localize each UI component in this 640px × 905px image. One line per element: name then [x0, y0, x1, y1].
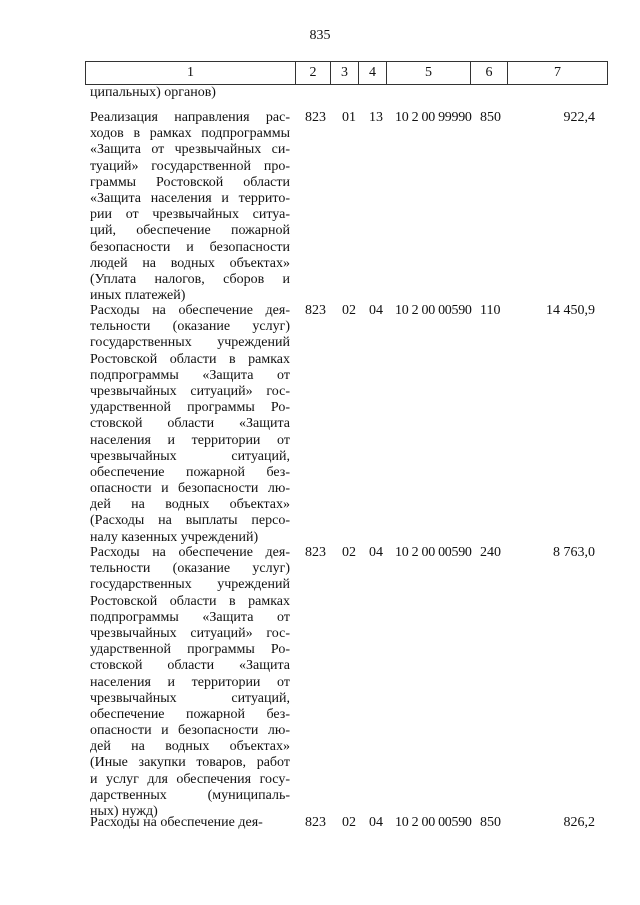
column-header-2: 2: [296, 62, 331, 85]
description-line: налу казенных учреждений): [90, 529, 259, 545]
description-line: иных платежей): [90, 288, 186, 304]
description-line: и услуг для обеспечения госу-: [90, 771, 290, 787]
target-article-code: 10 2 00 00590: [395, 545, 472, 560]
description-line: людей на водных объектах»: [90, 255, 290, 271]
description-line: опасности и безопасности лю-: [90, 481, 290, 497]
ministry-code: 823: [305, 815, 326, 830]
ministry-code: 823: [305, 110, 326, 125]
description-line: государственных учреждений: [90, 335, 290, 351]
description-line: опасности и безопасности лю-: [90, 723, 290, 739]
description-line: Расходы на обеспечение дея-: [90, 815, 263, 830]
description-line: ударственной программы Ро-: [90, 400, 290, 416]
target-article-code: 10 2 00 00590: [395, 303, 472, 318]
section-code: 02: [342, 815, 356, 830]
description-line: ходов в рамках подпрограммы: [90, 126, 290, 142]
column-header-7: 7: [508, 62, 608, 85]
expense-type-code: 850: [480, 110, 501, 125]
column-header-6: 6: [471, 62, 508, 85]
description-line: подпрограммы «Защита от: [90, 609, 290, 625]
description-line: населения и территории от: [90, 674, 290, 690]
amount-value: 922,4: [563, 110, 595, 125]
description-line: дей на водных объектах»: [90, 497, 290, 513]
amount-value: 8 763,0: [553, 545, 595, 560]
continuation-text: ципальных) органов): [90, 85, 216, 100]
description-line: (Расходы на выплаты персо-: [90, 513, 290, 529]
description-line: обеспечение пожарной без-: [90, 464, 290, 480]
description-line: тельности (оказание услуг): [90, 561, 290, 577]
target-article-code: 10 2 00 00590: [395, 815, 472, 830]
section-code: 01: [342, 110, 356, 125]
description-line: стовской области «Защита: [90, 416, 290, 432]
description-line: чрезвычайных ситуаций,: [90, 690, 290, 706]
subsection-code: 13: [369, 110, 383, 125]
subsection-code: 04: [369, 303, 383, 318]
ministry-code: 823: [305, 545, 326, 560]
description-line: подпрограммы «Защита от: [90, 367, 290, 383]
row-description: [90, 545, 290, 820]
description-line: населения и территории от: [90, 432, 290, 448]
description-line: (Уплата налогов, сборов и: [90, 271, 290, 287]
page-number: 835: [309, 28, 331, 43]
description-line: чрезвычайных ситуаций,: [90, 448, 290, 464]
amount-value: 826,2: [563, 815, 595, 830]
amount-value: 14 450,9: [546, 303, 595, 318]
description-line: граммы Ростовской области: [90, 174, 290, 190]
description-line: чрезвычайных ситуаций» гос-: [90, 625, 290, 641]
subsection-code: 04: [369, 815, 383, 830]
description-line: чрезвычайных ситуаций» гос-: [90, 383, 290, 399]
description-line: государственных учреждений: [90, 577, 290, 593]
description-line: (Иные закупки товаров, работ: [90, 755, 290, 771]
column-header-table: [85, 61, 608, 85]
column-header-1: 1: [86, 62, 296, 85]
row-description: [90, 815, 290, 831]
description-line: Реализация направления рас-: [90, 110, 290, 125]
row-description: [90, 110, 290, 304]
column-header-5: 5: [387, 62, 471, 85]
description-line: Расходы на обеспечение дея-: [90, 303, 290, 318]
subsection-code: 04: [369, 545, 383, 560]
column-header-4: 4: [359, 62, 387, 85]
section-code: 02: [342, 303, 356, 318]
description-line: стовской области «Защита: [90, 658, 290, 674]
description-line: туаций» государственной про-: [90, 158, 290, 174]
description-line: дей на водных объектах»: [90, 739, 290, 755]
description-line: Ростовской области в рамках: [90, 593, 290, 609]
description-line: ций, обеспечение пожарной: [90, 223, 290, 239]
description-line: обеспечение пожарной без-: [90, 706, 290, 722]
description-line: ударственной программы Ро-: [90, 642, 290, 658]
description-line: Ростовской области в рамках: [90, 351, 290, 367]
description-line: «Защита от чрезвычайных си-: [90, 142, 290, 158]
description-line: ных) нужд): [90, 804, 158, 819]
description-line: дарственных (муниципаль-: [90, 787, 290, 803]
expense-type-code: 850: [480, 815, 501, 830]
column-header-3: 3: [331, 62, 359, 85]
description-line: Расходы на обеспечение дея-: [90, 545, 290, 560]
expense-type-code: 110: [480, 303, 501, 318]
row-description: [90, 303, 290, 546]
description-line: безопасности и безопасности: [90, 239, 290, 255]
column-header-row: [86, 62, 608, 85]
expense-type-code: 240: [480, 545, 501, 560]
target-article-code: 10 2 00 99990: [395, 110, 472, 125]
section-code: 02: [342, 545, 356, 560]
description-line: тельности (оказание услуг): [90, 319, 290, 335]
description-line: рии от чрезвычайных ситуа-: [90, 207, 290, 223]
description-line: «Защита населения и террито-: [90, 190, 290, 206]
ministry-code: 823: [305, 303, 326, 318]
